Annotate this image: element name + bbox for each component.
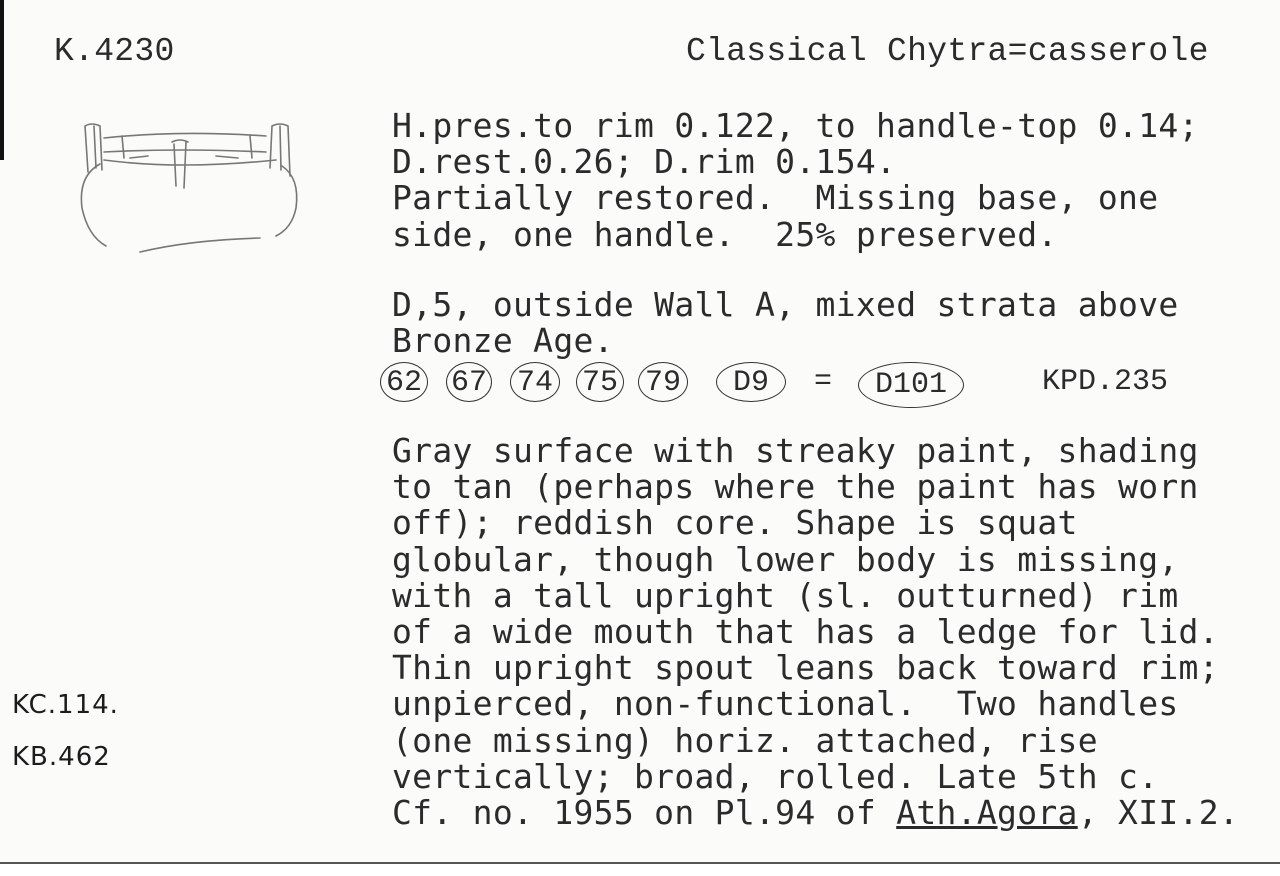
- catalog-number: K.4230: [54, 33, 175, 70]
- equals-sign: =: [814, 365, 833, 399]
- dimensions-text: H.pres.to rim 0.122, to handle-top 0.14; D.rest.0.26; D.rim 0.154. Partially restored. Missing base, one side, one handle. 25% preserved.: [392, 106, 1199, 254]
- card-left-edge: [0, 0, 4, 160]
- findspot-text: D,5, outside Wall A, mixed strata above Bronze Age.: [392, 285, 1179, 361]
- context-code: 74: [510, 362, 560, 402]
- context-code: 75: [576, 362, 624, 402]
- context-code: 62: [380, 362, 428, 402]
- handwritten-kb-number: KB.462: [12, 742, 111, 772]
- reference-prefix: Cf. no. 1955 on Pl.94 of: [392, 793, 897, 833]
- object-title: Classical Chytra=casserole: [686, 33, 1209, 70]
- background-strip: [0, 864, 1280, 876]
- reference-title: Ath.Agora: [896, 793, 1078, 833]
- kpd-number: KPD.235: [1042, 365, 1169, 399]
- context-code: 79: [638, 362, 688, 402]
- result-code: D101: [858, 362, 964, 408]
- vessel-sketch-icon: [70, 112, 310, 262]
- context-code: 67: [446, 362, 492, 402]
- reference-suffix: , XII.2.: [1077, 793, 1240, 833]
- context-code: D9: [716, 362, 786, 402]
- description-text: [392, 433, 1239, 831]
- handwritten-kc-number: KC.114.: [12, 690, 119, 720]
- description-body: Gray surface with streaky paint, shading to tan (perhaps where the paint has worn off); reddish core. Shape is squat globular, though lower body is missing, with a tall upright (sl. outturned) rim of a wide mouth that has a ledge for lid. Thin upright spout leans back toward rim; unpierced, non-functional. Two handles (one missing) horiz. attached, rise vertically; broad, rolled. Late 5th c.: [392, 431, 1219, 796]
